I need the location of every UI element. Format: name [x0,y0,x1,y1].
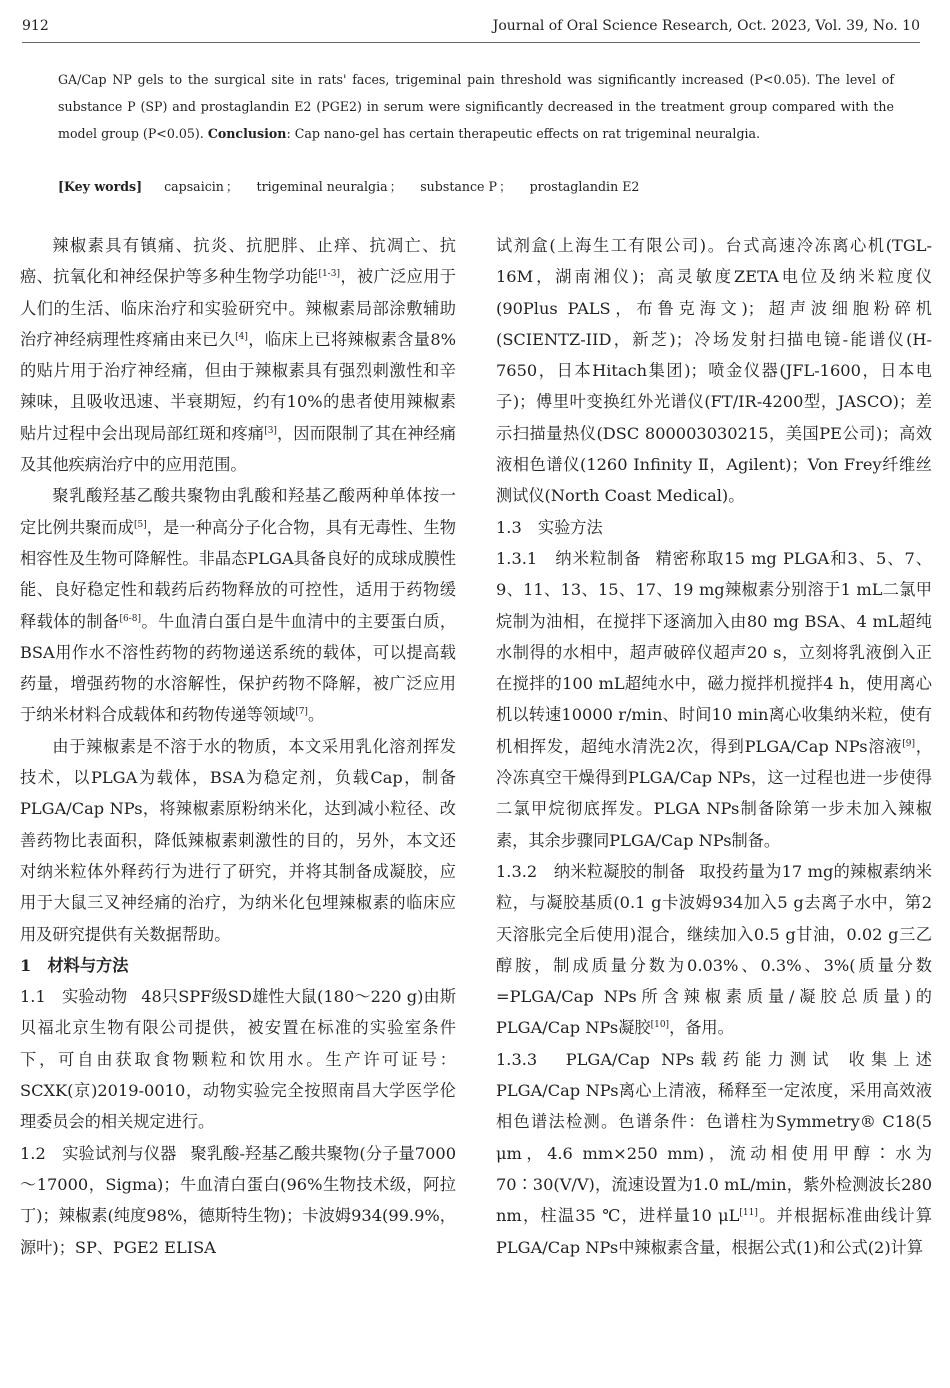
section-1-3-1: 1.3.1 纳米粒制备 精密称取15 mg PLGA和3、5、7、9、11、13、15、17、19 mg辣椒素分别溶于1 mL二氯甲烷制为油相，在搅拌下逐滴加入由80 mg BSA、4 mL超纯水制得的水相中，超声破碎仪超声20 s，立刻将乳液倒入正在搅拌的100 mL超纯水中，磁力搅拌机搅拌4 h，使用离心机以转速10000 r/min、时间10 min离心收集纳米粒，使有机相挥发，超纯水清洗2次，得到PLGA/Cap NPs溶液[9]，冷冻真空干燥得到PLGA/Cap NPs，这一过程也进一步使得二氯甲烷彻底挥发。PLGA NPs制备除第一步未加入辣椒素，其余步骤同PLGA/Cap NPs制备。 [496,548,932,850]
citation: [5] [133,519,147,530]
conclusion-label: Conclusion [207,126,287,141]
left-column [20,230,456,1263]
section-heading-1: 1 材料与方法 [20,955,129,975]
citation: [4] [235,331,248,342]
abstract-tail [58,66,894,147]
intro-paragraph-3: 由于辣椒素是不溶于水的物质，本文采用乳化溶剂挥发技术，以PLGA为载体，BSA为稳定剂，负载Cap，制备PLGA/Cap NPs，将辣椒素原粉纳米化，达到减小粒径、改善药物比表面积，降低辣椒素刺激性的目的，另外，本文还对纳米粒体外释药行为进行了研究，并将其制备成凝胶，应用于大鼠三叉神经痛的治疗，为纳米化包埋辣椒素的临床应用及研究提供有关数据帮助。 [20,736,456,944]
citation: [10] [650,1020,670,1031]
conclusion-text: : Cap nano-gel has certain therapeutic effects on rat trigeminal neuralgia. [286,126,761,141]
subsection-title: 1.3.3 PLGA/Cap NPs载药能力测试 [496,1049,835,1069]
section-1-2: 1.2 实验试剂与仪器 聚乳酸-羟基乙酸共聚物(分子量7000～17000，Sigma)；牛血清白蛋白(96%生物技术级，阿拉丁)；辣椒素(纯度98%，德斯特生物)；卡波姆934(99.9%，源叶)；SP、PGE2 ELISA [20,1143,456,1257]
page-number: 912 [22,18,49,34]
keyword-item: substance P [420,179,497,194]
abstract-results: GA/Cap NP gels to the surgical site in rats' faces, trigeminal pain threshold was significantly increased (P<0.05). The level of substance P (SP) and prostaglandin E2 (PGE2) in serum were significantly decreased in the treatment group compared with the model group (P<0.05). [58,72,894,141]
intro-paragraph-1: 辣椒素具有镇痛、抗炎、抗肥胖、止痒、抗凋亡、抗癌、抗氧化和神经保护等多种生物学功能[1-3]，被广泛应用于人们的生活、临床治疗和实验研究中。辣椒素局部涂敷辅助治疗神经病理性疼痛由来已久[4]，临床上已将辣椒素含量8%的贴片用于治疗神经痛，但由于辣椒素具有强烈刺激性和辛辣味，且吸收迅速、半衰期短，约有10%的患者使用辣椒素贴片过程中会出现局部红斑和疼痛[3]，因而限制了其在神经痛及其他疾病治疗中的应用范围。 [20,236,457,475]
subsection-title: 1.3.1 纳米粒制备 [496,548,642,568]
journal-info: Journal of Oral Science Research, Oct. 2023, Vol. 39, No. 10 [492,18,920,34]
citation: [11] [739,1208,758,1219]
keyword-item: capsaicin [164,179,224,194]
subsection-title: 1.2 实验试剂与仪器 [20,1143,177,1163]
section-1-3-3: 1.3.3 PLGA/Cap NPs载药能力测试 收集上述PLGA/Cap NPs离心上清液，稀释至一定浓度，采用高效液相色谱法检测。色谱条件：色谱柱为Symmetry® C18(5 μm，4.6 mm×250 mm)，流动相使用甲醇∶水为70∶30(V/V)，流速设置为1.0 mL/min，紫外检测波长280 nm，柱温35 ℃，进样量10 μL[11]。并根据标准曲线计算PLGA/Cap NPs中辣椒素含量，根据公式(1)和公式(2)计算 [496,1049,933,1257]
citation: [3] [264,425,277,436]
keywords-label: [Key words] [58,179,143,194]
subsection-title: 1.1 实验动物 [20,987,128,1007]
section-1-1: 1.1 实验动物 48只SPF级SD雄性大鼠(180～220 g)由斯贝福北京生物有限公司提供，被安置在标准的实验室条件下，可自由获取食物颗粒和饮用水。生产许可证号：SCXK(京)2019-0010，动物实验完全按照南昌大学医学伦理委员会的相关规定进行。 [20,987,457,1132]
reagents-continued: 试剂盒(上海生工有限公司)。台式高速冷冻离心机(TGL-16M，湖南湘仪)；高灵敏度ZETA电位及纳米粒度仪(90Plus PALS，布鲁克海文)；超声波细胞粉碎机(SCIENTZ-IID，新芝)；冷场发射扫描电镜-能谱仪(H-7650，日本Hitach集团)；喷金仪器(JFL-1600，日本电子)；傅里叶变换红外光谱仪(FT/IR-4200型，JASCO)；差示扫描量热仪(DSC 800003030215，美国PE公司)；高效液相色谱仪(1260 Infinity Ⅱ，Agilent)；Von Frey纤维丝测试仪(North Coast Medical)。 [496,236,932,506]
keyword-separator: ； [498,179,512,194]
running-header [22,18,920,43]
keyword-item: trigeminal neuralgia [256,179,388,194]
keywords [58,176,894,198]
keyword-separator: ； [389,179,403,194]
keyword-item: prostaglandin E2 [529,179,640,194]
section-1-3: 1.3 实验方法 [496,517,603,537]
citation: [7] [295,707,308,718]
keyword-separator: ； [225,179,239,194]
section-1-3-2: 1.3.2 纳米粒凝胶的制备 取投药量为17 mg的辣椒素纳米粒，与凝胶基质(0.1 g卡波姆934加入5 g去离子水中，第2天溶胀完全后使用)混合，继续加入0.5 g甘油，0.02 g三乙醇胺，制成质量分数为0.03%、0.3%、3%(质量分数=PLGA/Cap NPs所含辣椒素质量/凝胶总质量)的PLGA/Cap NPs凝胶[10]，备用。 [496,861,932,1038]
intro-paragraph-2: 聚乳酸羟基乙酸共聚物由乳酸和羟基乙酸两种单体按一定比例共聚而成[5]，是一种高分子化合物，具有无毒性、生物相容性及生物可降解性。非晶态PLGA具备良好的成球成膜性能、良好稳定性和载药后药物释放的可控性，适用于药物缓释载体的制备[6-8]。牛血清白蛋白是牛血清中的主要蛋白质，BSA用作水不溶性药物的药物递送系统的载体，可以提高载药量，增强药物的水溶解性，保护药物不降解，被广泛应用于纳米材料合成载体和药物传递等领域[7]。 [20,486,457,725]
subsection-title: 1.3.2 纳米粒凝胶的制备 [496,861,686,881]
citation: [9] [902,738,916,749]
citation: [6-8] [119,613,141,624]
citation: [1-3] [318,269,340,280]
right-column [496,230,932,1263]
